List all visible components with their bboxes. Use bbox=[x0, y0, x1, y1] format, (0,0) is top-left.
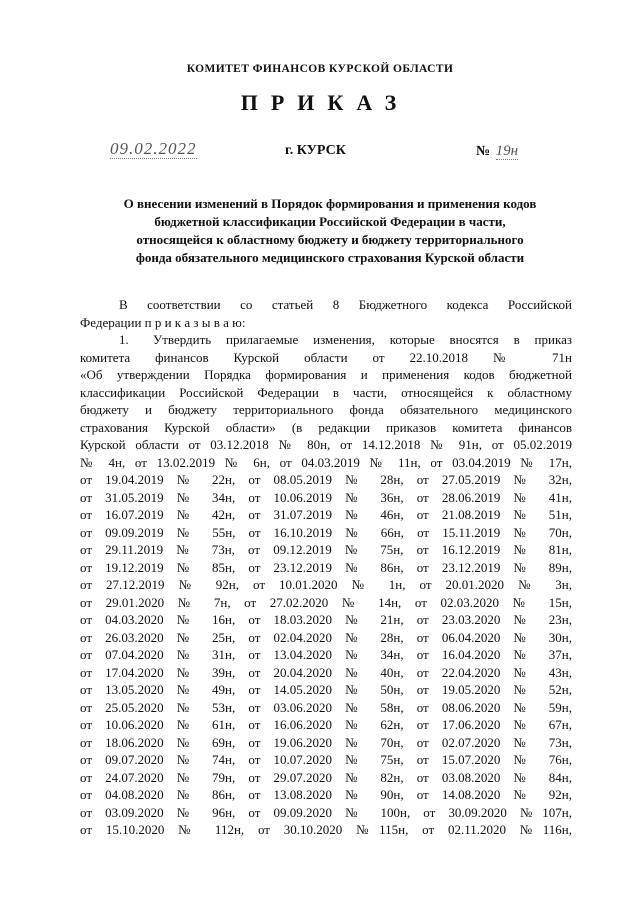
body-line: от 19.12.2019 № 85н, от 23.12.2019 № 86н, от 23.12.2019 № 89н, bbox=[80, 559, 572, 575]
item-first-line bbox=[80, 331, 572, 349]
body-line: от 09.09.2019 № 55н, от 16.10.2019 № 66н, от 15.11.2019 № 70н, bbox=[80, 524, 572, 540]
body-line: от 18.06.2020 № 69н, от 19.06.2020 № 70н, от 02.07.2020 № 73н, bbox=[80, 734, 572, 750]
body-line: от 04.03.2020 № 16н, от 18.03.2020 № 21н, от 23.03.2020 № 23н, bbox=[80, 612, 572, 627]
committee-name: КОМИТЕТ ФИНАНСОВ КУРСКОЙ ОБЛАСТИ bbox=[186, 63, 454, 75]
body-line: от 25.05.2020 № 53н, от 03.06.2020 № 58н, от 08.06.2020 № 59н, bbox=[80, 699, 572, 715]
body-line: классификации Российской Федерации в части, относящейся к областному bbox=[80, 384, 572, 400]
subject-line: бюджетной классификации Российской Федерации в части, bbox=[154, 214, 506, 229]
city-label: г. КУРСК bbox=[285, 143, 346, 158]
body-line: от 29.11.2019 № 73н, от 09.12.2019 № 75н, от 16.12.2019 № 81н, bbox=[80, 542, 572, 557]
body-line: бюджету и бюджету территориального фонда обязательного медицинского bbox=[80, 402, 572, 417]
body-line: от 10.06.2020 № 61н, от 16.06.2020 № 62н, от 17.06.2020 № 67н, bbox=[80, 717, 572, 732]
subject-line: относящейся к областному бюджету и бюджету территориального bbox=[136, 232, 524, 247]
body-line: от 31.05.2019 № 34н, от 10.06.2019 № 36н, от 28.06.2019 № 41н, bbox=[80, 489, 572, 505]
body-line: страхования Курской области» (в редакции приказов комитета финансов bbox=[80, 419, 572, 435]
body-line: от 07.04.2020 № 31н, от 13.04.2020 № 34н, от 16.04.2020 № 37н, bbox=[80, 647, 572, 662]
body-line: № 4н, от 13.02.2019 № 6н, от 04.03.2019 № 11н, от 03.04.2019 № 17н, bbox=[80, 454, 572, 470]
document-type-title: ПРИКАЗ bbox=[240, 90, 410, 115]
number-sign: № bbox=[476, 144, 491, 159]
body-line: от 27.12.2019 № 92н, от 10.01.2020 № 1н, от 20.01.2020 № 3н, bbox=[80, 577, 572, 592]
body-line: комитета финансов Курской области от 22.10.2018 № 71н bbox=[80, 349, 572, 365]
body-line: от 26.03.2020 № 25н, от 02.04.2020 № 28н, от 06.04.2020 № 30н, bbox=[80, 629, 572, 645]
body-line: от 29.01.2020 № 7н, от 27.02.2020 № 14н, от 02.03.2020 № 15н, bbox=[80, 594, 572, 610]
subject-line: фонда обязательного медицинского страхования Курской области bbox=[135, 250, 525, 265]
body-line: от 03.09.2020 № 96н, от 09.09.2020 № 100н, от 30.09.2020 №107н, bbox=[80, 804, 572, 820]
order-body bbox=[80, 296, 572, 839]
item-text: Утвердить прилагаемые изменения, которые вносятся в приказ bbox=[153, 332, 572, 347]
intro-line: В соответствии со статьей 8 Бюджетного кодекса Российской bbox=[119, 297, 572, 312]
order-number bbox=[476, 143, 518, 160]
body-lines bbox=[80, 349, 572, 839]
body-line: от 17.04.2020 № 39н, от 20.04.2020 № 40н, от 22.04.2020 № 43н, bbox=[80, 664, 572, 680]
handwritten-number: 19н bbox=[495, 143, 519, 159]
intro-line: Федерации п р и к а з ы в а ю: bbox=[80, 314, 246, 330]
body-line: от 04.08.2020 № 86н, от 13.08.2020 № 90н, от 14.08.2020 № 92н, bbox=[80, 787, 572, 802]
body-line: от 15.10.2020 № 112н, от 30.10.2020 №115н, от 02.11.2020 №116н, bbox=[80, 822, 572, 837]
body-line: от 13.05.2020 № 49н, от 14.05.2020 № 50н, от 19.05.2020 № 52н, bbox=[80, 682, 572, 697]
handwritten-date: 09.02.2022 bbox=[110, 139, 197, 158]
body-line: «Об утверждении Порядка формирования и применения кодов бюджетной bbox=[80, 367, 572, 382]
body-line: Курской области от 03.12.2018 № 80н, от 14.12.2018 № 91н, от 05.02.2019 bbox=[80, 437, 572, 452]
body-line: от 09.07.2020 № 74н, от 10.07.2020 № 75н, от 15.07.2020 № 76н, bbox=[80, 752, 572, 767]
body-line: от 24.07.2020 № 79н, от 29.07.2020 № 82н, от 03.08.2020 № 84н, bbox=[80, 769, 572, 785]
body-line: от 16.07.2019 № 42н, от 31.07.2019 № 46н, от 21.08.2019 № 51н, bbox=[80, 507, 572, 522]
body-line: от 19.04.2019 № 22н, от 08.05.2019 № 28н, от 27.05.2019 № 32н, bbox=[80, 472, 572, 487]
item-number: 1. bbox=[119, 332, 129, 347]
order-subject bbox=[80, 195, 580, 267]
subject-line: О внесении изменений в Порядок формирования и применения кодов bbox=[123, 196, 537, 211]
